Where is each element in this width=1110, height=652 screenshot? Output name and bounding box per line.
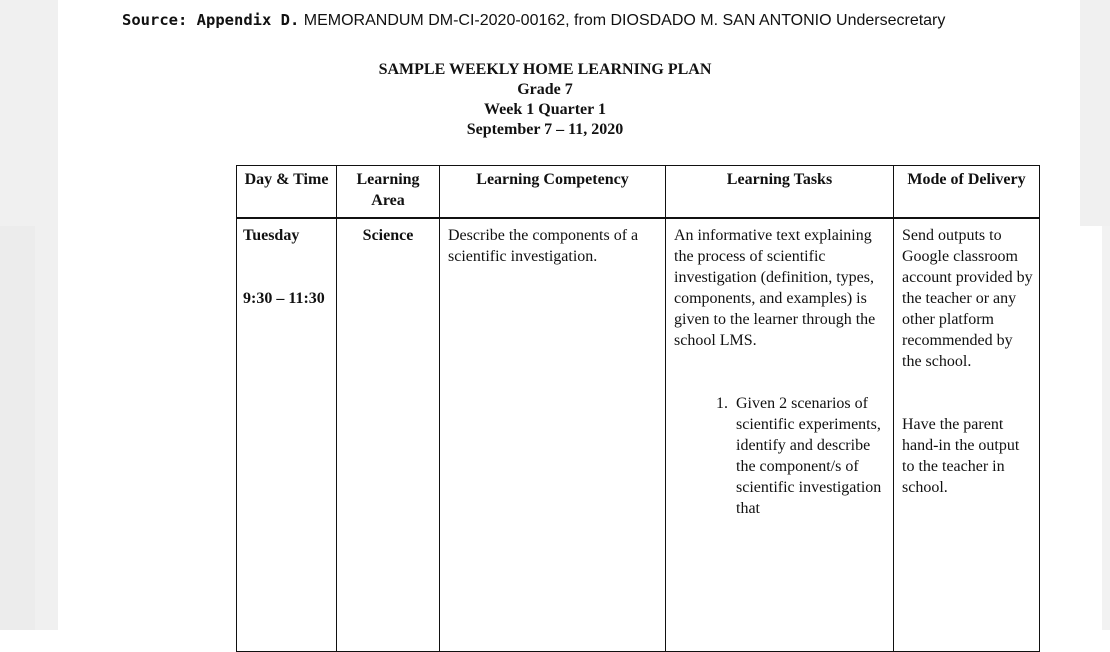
- cell-mode-of-delivery: [894, 218, 1040, 652]
- learning-plan-table: [236, 165, 1040, 652]
- source-line: [122, 11, 945, 30]
- plan-title: SAMPLE WEEKLY HOME LEARNING PLAN: [378, 61, 712, 78]
- source-label: Source: Appendix D.: [122, 11, 300, 29]
- left-margin-lower: [0, 226, 35, 630]
- day-value: Tuesday: [243, 226, 300, 244]
- delivery-mode-online: Send outputs to Google classroom account provided by the teacher or any other platform recommended by the school.: [902, 226, 1033, 370]
- date-range-label: September 7 – 11, 2020: [466, 121, 624, 138]
- header-mode-of-delivery: Mode of Delivery: [894, 166, 1040, 218]
- cell-learning-tasks: [666, 218, 894, 652]
- cell-day-time: [237, 218, 337, 652]
- grade-label: Grade 7: [517, 81, 573, 98]
- competency-text: Describe the components of a scientific investigation.: [448, 226, 639, 265]
- table-header-row: [237, 166, 1040, 218]
- task-list: [672, 393, 887, 519]
- cell-learning-area: [337, 218, 440, 652]
- time-value: 9:30 – 11:30: [243, 289, 325, 307]
- header-learning-area: Learning Area: [337, 166, 440, 218]
- task-description: An informative text explaining the process of scientific investigation (definition, types, components, and examples) is given to the learner through the school LMS.: [674, 226, 876, 349]
- right-margin: [1080, 0, 1110, 226]
- right-margin-lower: [1102, 226, 1110, 630]
- header-learning-competency: Learning Competency: [440, 166, 666, 218]
- source-text: MEMORANDUM DM-CI-2020-00162, from DIOSDADO M. SAN ANTONIO Undersecretary: [303, 12, 946, 29]
- learning-area-value: Science: [362, 226, 414, 244]
- delivery-mode-print: Have the parent hand-in the output to the teacher in school.: [902, 415, 1020, 496]
- plan-title-block: [370, 60, 720, 140]
- cell-learning-competency: [440, 218, 666, 652]
- table-row: [237, 218, 1040, 652]
- week-quarter-label: Week 1 Quarter 1: [484, 101, 606, 118]
- header-learning-tasks: Learning Tasks: [666, 166, 894, 218]
- list-item: 1. Given 2 scenarios of scientific experiments, identify and describe the component/s of scientific investigation that: [732, 393, 887, 519]
- header-day-time: Day & Time: [237, 166, 337, 218]
